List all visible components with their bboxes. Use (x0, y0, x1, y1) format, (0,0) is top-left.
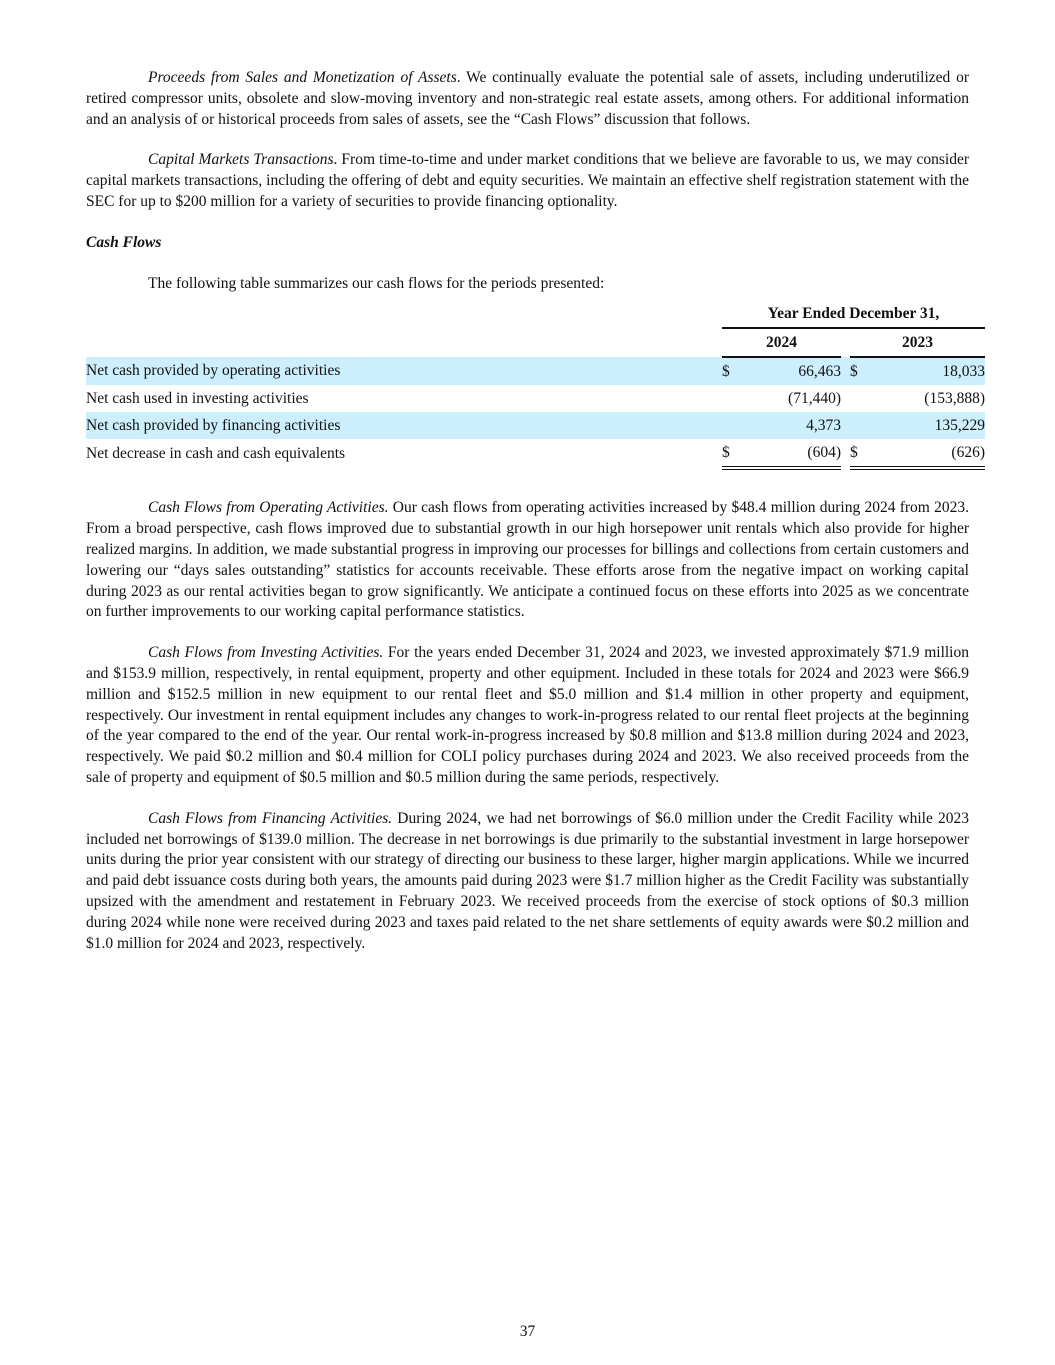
value-2024: (604) (738, 439, 841, 468)
row-label: Net decrease in cash and cash equivalents (86, 444, 346, 462)
section-heading-cash-flows: Cash Flows (86, 233, 162, 251)
row-label: Net cash provided by operating activities (86, 357, 722, 385)
value-2024: (71,440) (788, 389, 841, 407)
cash-flows-table (86, 300, 985, 470)
currency-symbol: $ (850, 439, 866, 468)
currency-symbol (722, 412, 738, 439)
value-2024: 4,373 (738, 412, 841, 439)
paragraph-text: . From time-to-time and under market conditions that we believe are favorable to us, we may consider capital markets transactions, including the offering of debt and equity securities. We maintain an effective shelf registration statement with the SEC for up to $200 million for a variety of securities to provide financing optionality. (86, 151, 969, 210)
table-row (86, 385, 985, 412)
document-body (86, 68, 985, 974)
paragraph-lead: Capital Markets Transactions (148, 151, 334, 169)
paragraph-operating-activities (86, 498, 969, 623)
row-label: Net cash used in investing activities (86, 389, 309, 407)
paragraph-text: For the years ended December 31, 2024 and 2023, we invested approximately $71.9 million and $153.9 million, respectively, in rental equipment, property and other equipment. Included in these totals for 2024 and 2023 were $66.9 million and $152.5 million in new equipment to our rental fleet and $5.0 million and $1.4 million in other property and equipment, respectively. Our investment in rental equipment includes any changes to work-in-progress related to our rental fleet projects at the beginning of the year compared to the end of the year. Our rental work-in-progress increased by $0.8 million and $13.8 million during 2024 and 2023, respectively. We paid $0.2 million and $0.4 million for COLI policy purchases during 2024 and 2023. We also received proceeds from the sale of property and equipment of $0.5 million and $0.5 million during the same periods, respectively. (86, 644, 969, 786)
value-2023: (153,888) (924, 389, 985, 407)
paragraph-text: Our cash flows from operating activities increased by $48.4 million during 2024 from 2023. From a broad perspective, cash flows improved due to substantial growth in our high horsepower unit rentals which also provide for higher realized margins. In addition, we made substantial progress in improving our processes for billings and collections from certain customers and lowering our “days sales outstanding” statistics for accounts receivable. These efforts arose from the negative impact on working capital during 2023 as our rental activities began to grow significantly. We anticipate a continued focus on these efforts into 2025 as we concentrate on further improvements to our working capital performance statistics. (86, 499, 969, 621)
table-row (86, 357, 985, 385)
table-row (86, 412, 985, 439)
page-number: 37 (519, 1323, 536, 1340)
paragraph-text: . We continually evaluate the potential sale of assets, including underutilized or retired compressor units, obsolete and slow-moving inventory and non-strategic real estate assets, among others. For additional information and an analysis of or historical proceeds from sales of assets, see the “Cash Flows” discussion that follows. (86, 69, 969, 128)
value-2023: (626) (866, 439, 985, 468)
paragraph-text: During 2024, we had net borrowings of $6.0 million under the Credit Facility while 2023 included net borrowings of $139.0 million. The decrease in net borrowings is due primarily to the substantial investment in large horsepower units during the prior year consistent with our strategy of directing our business to these larger, higher margin applications. While we incurred and paid debt issuance costs during both years, the amounts paid during 2023 were $1.7 million higher as the Credit Facility was substantially upsized with the amendment and restatement in February 2023. We received proceeds from the exercise of stock options of $0.3 million during 2024 while none were received during 2023 and taxes paid related to the net share settlements of equity awards were $0.2 million and $1.0 million for 2024 and 2023, respectively. (86, 809, 969, 952)
table-row-total (86, 439, 985, 468)
currency-symbol: $ (722, 357, 738, 385)
paragraph-lead: Cash Flows from Investing Activities. (148, 644, 384, 662)
period-header: Year Ended December 31, (722, 300, 985, 328)
paragraph-financing-activities (86, 809, 969, 955)
currency-symbol: $ (722, 439, 738, 468)
table-intro (86, 274, 969, 295)
value-2024: 66,463 (738, 357, 841, 385)
currency-symbol (850, 385, 866, 412)
table-header-row-years (86, 328, 985, 357)
value-2023: 135,229 (866, 412, 985, 439)
paragraph-capital-markets (86, 150, 969, 212)
paragraph-lead: Proceeds from Sales and Monetization of Assets (148, 69, 457, 86)
column-header-2024: 2024 (722, 328, 841, 357)
paragraph-proceeds-from-sales (86, 68, 969, 130)
currency-symbol (722, 385, 738, 412)
column-header-2023: 2023 (850, 328, 985, 357)
currency-symbol (850, 412, 866, 439)
value-2023: 18,033 (866, 357, 985, 385)
currency-symbol: $ (850, 357, 866, 385)
table-header-row-period (86, 300, 985, 328)
paragraph-lead: Cash Flows from Operating Activities. (148, 499, 389, 517)
table-intro-text: The following table summarizes our cash flows for the periods presented: (148, 274, 605, 292)
row-label: Net cash provided by financing activities (86, 412, 722, 439)
paragraph-lead: Cash Flows from Financing Activities. (148, 809, 393, 827)
paragraph-investing-activities (86, 643, 969, 789)
